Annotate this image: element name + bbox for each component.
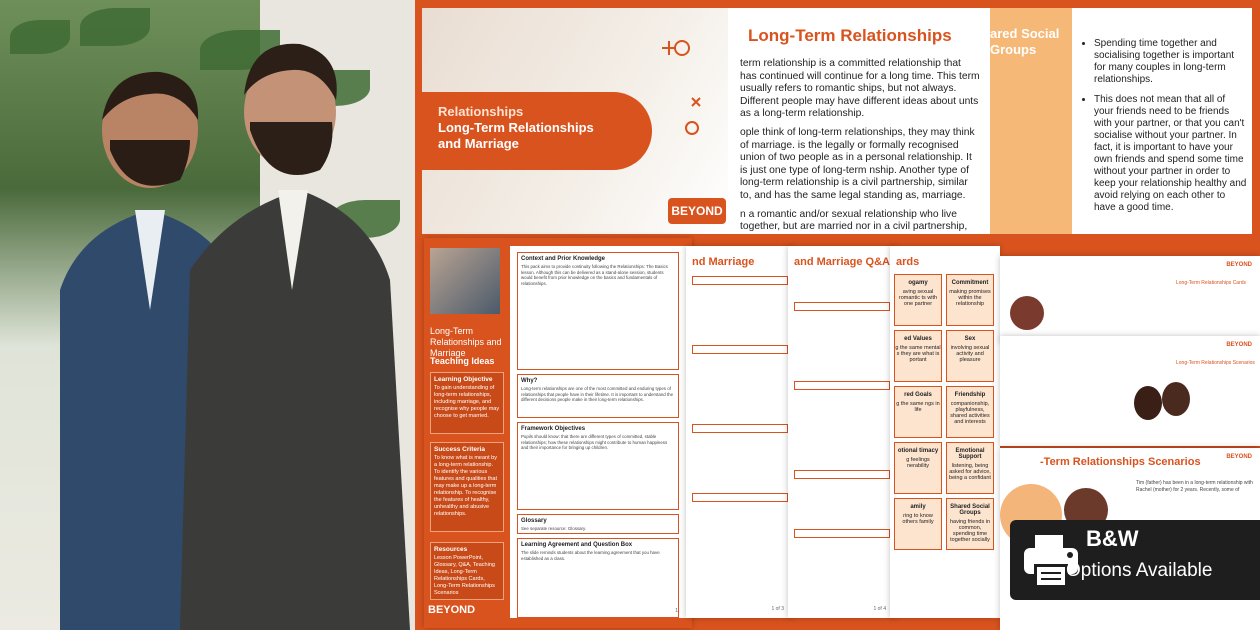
doc-subtitle: Teaching Ideas (430, 356, 495, 366)
doc-heading: ards (896, 256, 920, 268)
illustration-people (1134, 386, 1162, 420)
cover-title-line1: Long-Term Relationships (438, 120, 594, 135)
beyond-logo: BEYOND (1226, 342, 1252, 348)
bullet-item: • Spending time together and socialising together is important for many couples in long-term relationships. (1094, 38, 1247, 86)
cover-slide (422, 8, 728, 234)
cover-title-line2: and Marriage (438, 136, 519, 151)
card (894, 330, 942, 382)
doc-title: Long-Term Relationships and Marriage (430, 326, 502, 358)
box-title: Success Criteria (434, 446, 485, 453)
illustration-people (1010, 296, 1044, 330)
question-row (794, 302, 890, 311)
card (894, 442, 942, 494)
card-title: red Goals (904, 392, 932, 398)
card (946, 386, 994, 438)
card-text: ring to know others family (902, 513, 934, 525)
section-text: Long-term relationships are one of the most committed and enduring types of relationships that people have in their lifetime. It is important to understand the different decisions people make in their long-term relationships. (521, 386, 674, 402)
card-text: involving sexual activity and pleasure (950, 345, 990, 363)
slide-paragraph: n a romantic and/or sexual relationship who live together, but are married nor in a civil partnership, (740, 208, 968, 233)
box-title: Learning Objective (434, 376, 493, 383)
bullet-item: • This does not mean that all of your friends need to be friends with your partner, or that you can't socialise without your partner. In fact, it is important to have your own friends and spend some time without your partner in order to keep your relationship healthy and avoid relying on each other to have a good time. (1094, 94, 1247, 214)
section-title: Glossary (521, 518, 547, 524)
scenario-text: Tim (father) has been in a long-term relationship with Rachel (mother) for 2 years. Recently, some of (1136, 480, 1253, 493)
doc-heading: -Term Relationships Scenarios (1040, 456, 1201, 468)
page-title: Long-Term Relationships Scenarios (1176, 360, 1255, 366)
section-title: Context and Prior Knowledge (521, 256, 606, 262)
page-number: 1 (675, 608, 678, 614)
doc-heading: nd Marriage (692, 256, 755, 268)
card-text: g the same mental s they are what is portant (895, 345, 941, 363)
illustration-people (1162, 382, 1190, 416)
card-text: having friends in common, spending time together socially (949, 519, 991, 543)
page-title: Long-Term Relationships Cards (1176, 280, 1247, 286)
slide-heading: Long-Term Relationships (748, 26, 952, 45)
beyond-logo: BEYOND (1226, 454, 1252, 460)
doc-section (517, 514, 679, 534)
term-row (692, 424, 788, 433)
slide-tab-title: ared Social Groups (990, 26, 1060, 57)
long-term-relationships-slide (728, 8, 990, 234)
slide-tab (990, 8, 1072, 234)
card-text: g feelings nerability (906, 457, 930, 469)
box-text: To know what is meant by a long-term relationship. To identify the various features and qualities that may make up a long-term relationship. To recognise the features of healthy, unhealthy and abusive relationships. (434, 455, 497, 517)
slide-paragraph: term relationship is a committed relationship that has continued will continue for a long time. This term usually refers to romantic ships, but not always. Different people may have different ideas about unts as a long-term relationship. (740, 58, 980, 120)
card-title: amily (910, 504, 926, 510)
term-row (692, 345, 788, 354)
question-row (794, 470, 890, 479)
box-title: Resources (434, 546, 468, 553)
shared-social-groups-slide (990, 8, 1252, 234)
beyond-logo: BEYOND (1226, 262, 1252, 268)
card (894, 274, 942, 326)
groom-right-figure (170, 40, 410, 630)
card (946, 442, 994, 494)
card-title: Emotional Support (955, 448, 985, 460)
beyond-logo: BEYOND (428, 604, 476, 616)
card-title: Friendship (954, 392, 986, 398)
card-title: Sex (964, 336, 976, 342)
card-text: g the same ngs in life (896, 401, 940, 413)
card-title: ogamy (908, 280, 928, 286)
cover-thumbnail (430, 248, 500, 314)
section-title: Why? (521, 378, 538, 384)
question-row (794, 529, 890, 538)
card-text: aving sexual romantic ts with one partner (898, 289, 938, 307)
doc-body (510, 246, 686, 618)
qa-document (788, 246, 896, 618)
beyond-logo: BEYOND (668, 198, 726, 224)
doc-section (517, 538, 679, 618)
cards-page (1000, 256, 1260, 342)
term-row (692, 276, 788, 285)
section-text: Pupils should know: that there are different types of committed, stable relationships; how these relationships might contribute to human happiness and their importance for bringing up children. (521, 434, 668, 450)
card (894, 386, 942, 438)
card (946, 274, 994, 326)
doc-section (517, 374, 679, 418)
page-number: 1 of 4 (873, 606, 886, 612)
section-text: This pack aims to provide continuity following the Relationships: The Basics lesson. Although this can be delivered as a stand-alone session, students would benefit from prior knowledge on the basics and fundamentals of relationships. (521, 264, 668, 286)
hero-photo (0, 0, 415, 630)
learning-objective-box (430, 372, 504, 434)
bw-options-badge (1010, 520, 1260, 600)
badge-subtitle: Options Available (1066, 560, 1213, 581)
card (946, 330, 994, 382)
card-title: Commitment (951, 280, 989, 286)
card (894, 498, 942, 550)
card-title: otional timacy (897, 448, 939, 454)
doc-section (517, 252, 679, 370)
teaching-ideas-document (424, 238, 692, 628)
card-title: ed Values (904, 336, 932, 342)
card (946, 498, 994, 550)
term-row (692, 493, 788, 502)
section-text: See separate resource: Glossary. (521, 526, 587, 531)
leaf-decoration (10, 20, 70, 54)
bullet-list (1082, 38, 1247, 222)
badge-title: B&W (1086, 526, 1139, 551)
card-title: Shared Social Groups (950, 504, 990, 516)
scenarios-page (1000, 336, 1260, 446)
section-text: The slide reminds students about the learning agreement that you have established as a class. (521, 550, 660, 561)
card-text: listening, being asked for advice, being a confidant (949, 463, 991, 481)
cover-title-banner (422, 92, 652, 170)
card-text: companionship, playfulness, shared activities and interests (950, 401, 990, 425)
question-row (794, 381, 890, 390)
page-number: 1 of 3 (771, 606, 784, 612)
cover-subject: Relationships (438, 104, 524, 119)
box-text: Lesson PowerPoint, Glossary, Q&A, Teaching Ideas, Long-Term Relationships Cards, Long-Term Relationships Scenarios (434, 555, 495, 596)
success-criteria-box (430, 442, 504, 532)
resources-box (430, 542, 504, 600)
cards-document (890, 246, 1000, 618)
slide-paragraph: ople think of long-term relationships, they may think of marriage. is the legally or formally recognised union of two people as in a personal relationship. It is just one type of long-term nship. Another type of long-term relationship is a civil partnership, similar to, and has the same legal standing as, marriage. (740, 126, 975, 201)
doc-heading: and Marriage Q&A (794, 256, 890, 268)
glossary-document (686, 246, 794, 618)
section-title: Framework Objectives (521, 426, 586, 432)
leaf-decoration (80, 8, 150, 46)
box-text: To gain understanding of long-term relationships, including marriage, and recognise why people may choose to get married. (434, 385, 500, 419)
section-title: Learning Agreement and Question Box (521, 542, 633, 548)
doc-section (517, 422, 679, 510)
card-text: making promises within the relationship (949, 289, 991, 307)
